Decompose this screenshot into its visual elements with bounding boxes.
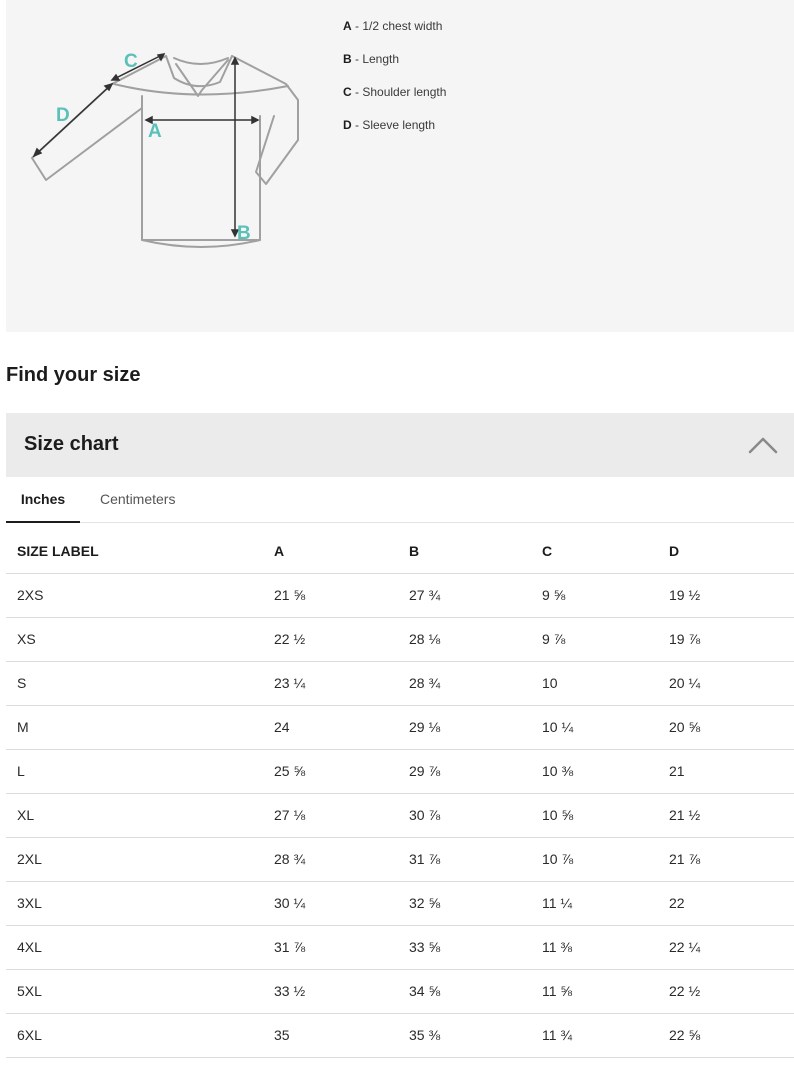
header-size-label: SIZE LABEL xyxy=(6,530,274,573)
find-your-size-heading: Find your size xyxy=(6,364,141,386)
label-d: D xyxy=(56,105,70,126)
legend-item-d: D - Sleeve length xyxy=(343,118,436,132)
table-row xyxy=(6,749,794,793)
cell-measurement: 21 ½ xyxy=(669,793,794,837)
label-b: B xyxy=(237,223,251,244)
cell-size-label: 5XL xyxy=(6,969,274,1013)
cell-measurement: 21 xyxy=(669,749,794,793)
cell-measurement: 11 ⅜ xyxy=(542,925,669,969)
cell-measurement: 32 ⅝ xyxy=(409,881,542,925)
table-row xyxy=(6,617,794,661)
cell-measurement: 19 ½ xyxy=(669,573,794,617)
cell-measurement: 25 ⅝ xyxy=(274,749,409,793)
cell-measurement: 20 ¼ xyxy=(669,661,794,705)
cell-measurement: 34 ⅝ xyxy=(409,969,542,1013)
cell-size-label: L xyxy=(6,749,274,793)
cell-measurement: 24 xyxy=(274,705,409,749)
legend-item-b: B - Length xyxy=(343,52,400,66)
cell-size-label: XL xyxy=(6,793,274,837)
cell-measurement: 11 ⅝ xyxy=(542,969,669,1013)
cell-measurement: 30 ¼ xyxy=(274,881,409,925)
cell-measurement: 10 ⅜ xyxy=(542,749,669,793)
cell-size-label: XS xyxy=(6,617,274,661)
table-row xyxy=(6,793,794,837)
header-a: A xyxy=(274,530,409,573)
cell-size-label: 4XL xyxy=(6,925,274,969)
table-row xyxy=(6,1013,794,1057)
cell-size-label: M xyxy=(6,705,274,749)
cell-measurement: 9 ⅝ xyxy=(542,573,669,617)
label-c: C xyxy=(124,51,138,72)
cell-measurement: 9 ⅞ xyxy=(542,617,669,661)
tab-inches[interactable]: Inches xyxy=(6,478,80,523)
size-chart-title: Size chart xyxy=(24,433,119,455)
cell-measurement: 27 ¾ xyxy=(409,573,542,617)
header-d: D xyxy=(669,530,794,573)
cell-measurement: 10 xyxy=(542,661,669,705)
cell-measurement: 19 ⅞ xyxy=(669,617,794,661)
cell-measurement: 28 ¾ xyxy=(274,837,409,881)
legend-item-a: A - 1/2 chest width xyxy=(343,19,443,33)
cell-measurement: 35 xyxy=(274,1013,409,1057)
unit-tabs xyxy=(6,478,794,523)
tab-centimeters[interactable]: Centimeters xyxy=(100,491,176,507)
table-row xyxy=(6,969,794,1013)
cell-measurement: 10 ⅞ xyxy=(542,837,669,881)
table-row xyxy=(6,837,794,881)
cell-measurement: 29 ⅛ xyxy=(409,705,542,749)
cell-measurement: 21 ⅝ xyxy=(274,573,409,617)
legend-item-c: C - Shoulder length xyxy=(343,85,447,99)
cell-size-label: S xyxy=(6,661,274,705)
cell-measurement: 21 ⅞ xyxy=(669,837,794,881)
cell-measurement: 10 ⅝ xyxy=(542,793,669,837)
long-sleeve-shirt-diagram xyxy=(6,0,336,300)
table-row xyxy=(6,705,794,749)
cell-measurement: 35 ⅜ xyxy=(409,1013,542,1057)
size-table xyxy=(6,530,794,1058)
cell-measurement: 31 ⅞ xyxy=(274,925,409,969)
cell-measurement: 29 ⅞ xyxy=(409,749,542,793)
cell-measurement: 23 ¼ xyxy=(274,661,409,705)
cell-measurement: 11 ¾ xyxy=(542,1013,669,1057)
cell-measurement: 31 ⅞ xyxy=(409,837,542,881)
cell-measurement: 22 ⅝ xyxy=(669,1013,794,1057)
cell-measurement: 33 ½ xyxy=(274,969,409,1013)
measurement-legend xyxy=(343,19,446,151)
measurement-diagram-panel xyxy=(6,0,794,332)
table-row xyxy=(6,925,794,969)
cell-measurement: 22 xyxy=(669,881,794,925)
cell-size-label: 2XL xyxy=(6,837,274,881)
cell-measurement: 11 ¼ xyxy=(542,881,669,925)
cell-size-label: 3XL xyxy=(6,881,274,925)
table-row xyxy=(6,661,794,705)
table-row xyxy=(6,881,794,925)
cell-measurement: 30 ⅞ xyxy=(409,793,542,837)
cell-measurement: 33 ⅝ xyxy=(409,925,542,969)
cell-measurement: 20 ⅝ xyxy=(669,705,794,749)
cell-measurement: 22 ½ xyxy=(274,617,409,661)
cell-measurement: 22 ¼ xyxy=(669,925,794,969)
label-a: A xyxy=(148,121,162,142)
chevron-up-icon[interactable] xyxy=(748,435,778,455)
table-row xyxy=(6,573,794,617)
header-c: C xyxy=(542,530,669,573)
size-chart-accordion-header[interactable] xyxy=(6,413,794,477)
cell-size-label: 2XS xyxy=(6,573,274,617)
cell-measurement: 10 ¼ xyxy=(542,705,669,749)
header-b: B xyxy=(409,530,542,573)
cell-measurement: 22 ½ xyxy=(669,969,794,1013)
cell-size-label: 6XL xyxy=(6,1013,274,1057)
cell-measurement: 27 ⅛ xyxy=(274,793,409,837)
cell-measurement: 28 ⅛ xyxy=(409,617,542,661)
cell-measurement: 28 ¾ xyxy=(409,661,542,705)
table-header-row xyxy=(6,530,794,573)
